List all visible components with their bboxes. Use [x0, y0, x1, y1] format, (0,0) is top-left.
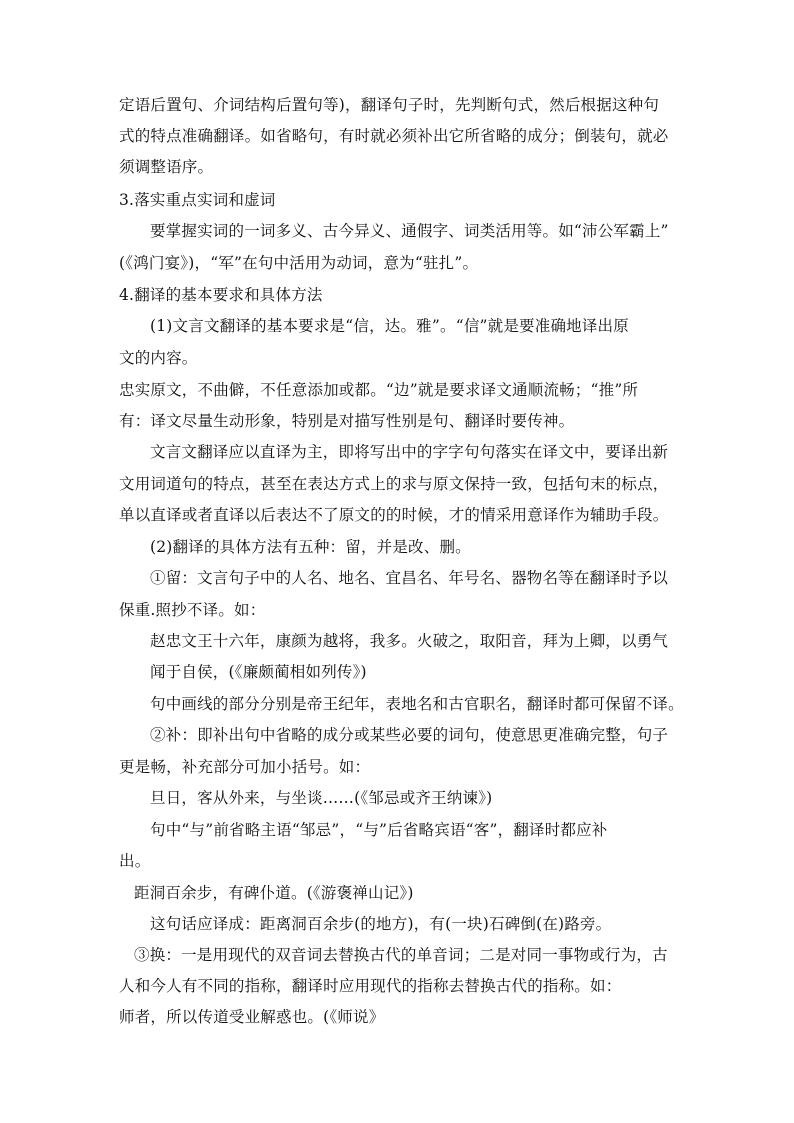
text-line: 文言文翻译应以直译为主，即将写出中的字字句句落实在译文中，要译出新 [150, 443, 669, 461]
text-line: 出。 [119, 852, 151, 870]
text-line: 句中画线的部分分别是帝王纪年，表地名和古官职名，翻译时都可保留不译。 [150, 695, 684, 713]
text-line: 保重.照抄不译。如： [119, 601, 266, 619]
text-line: ①留：文言句子中的人名、地名、宜昌名、年号名、器物名等在翻译时予以 [150, 569, 669, 587]
text-line: (2)翻译的具体方法有五种：留，并是改、删。 [150, 538, 471, 556]
text-line: 单以直译或者直译以后表达不了原文的的时候，才的情采用意译作为辅助手段。 [119, 506, 669, 524]
text-line: 赵忠文王十六年，康颜为越将，我多。火破之，取阳音，拜为上卿，以勇气 [150, 632, 669, 650]
text-line: ③换：一是用现代的双音词去替换古代的单音词；二是对同一事物或行为，古 [134, 946, 668, 964]
text-line: 文用词道句的特点，甚至在表达方式上的求与原文保持一致，包括句末的标点， [119, 475, 669, 493]
text-line: 距洞百余步，有碑仆道。(《游褒禅山记》) [134, 884, 414, 902]
text-line: 忠实原文，不曲僻，不任意添加或都。“边”就是要求译文通顺流畅；“推”所 [119, 381, 639, 399]
text-line: 闻于自侯，(《廉颇蔺相如列传》) [150, 663, 367, 681]
text-line: 有：译文尽量生动形象，特别是对描写性别是句、翻译时要传神。 [119, 412, 575, 430]
section-heading: 4.翻译的基本要求和具体方法 [119, 286, 323, 304]
text-line: ②补：即补出句中省略的成分或某些必要的词句，使意思更准确完整，句子 [150, 726, 669, 744]
text-line: (1)文言文翻译的基本要求是“信，达。雅”。“信”就是要准确地译出原 [150, 317, 629, 335]
section-heading: 3.落实重点实词和虚词 [119, 191, 276, 209]
text-line: 人和今人有不同的指称，翻译时应用现代的指称去替换古代的指称。如： [119, 977, 622, 995]
text-line: 要掌握实词的一词多义、古今异义、通假字、词类活用等。如“沛公军霸上” [150, 222, 669, 240]
text-line: 须调整语序。 [119, 158, 214, 176]
text-line: 式的特点准确翻译。如省略句，有时就必须补出它所省略的成分；倒装句，就必 [119, 127, 669, 145]
text-line: 文的内容。 [119, 349, 198, 367]
text-line: 定语后置句、介词结构后置句等)，翻译句子时，先判断句式，然后根据这种句 [119, 96, 660, 114]
text-line: 更是畅，补充部分可加小括号。如： [119, 758, 371, 776]
text-line: 句中“与”前省略主语“邹忌”，“与”后省略宾语“客”，翻译时都应补 [150, 821, 608, 839]
text-line: 这句话应译成：距离洞百余步(的地方)，有(一块)石碑倒(在)路旁。 [150, 915, 612, 933]
text-line: (《鸿门宴》)，“军”在句中活用为动词，意为“驻扎”。 [119, 254, 479, 272]
text-line: 旦日，客从外来，与坐谈……(《邹忌或齐王纳谏》) [150, 789, 493, 807]
text-line: 师者，所以传道受业解惑也。(《师说》 [119, 1008, 385, 1026]
